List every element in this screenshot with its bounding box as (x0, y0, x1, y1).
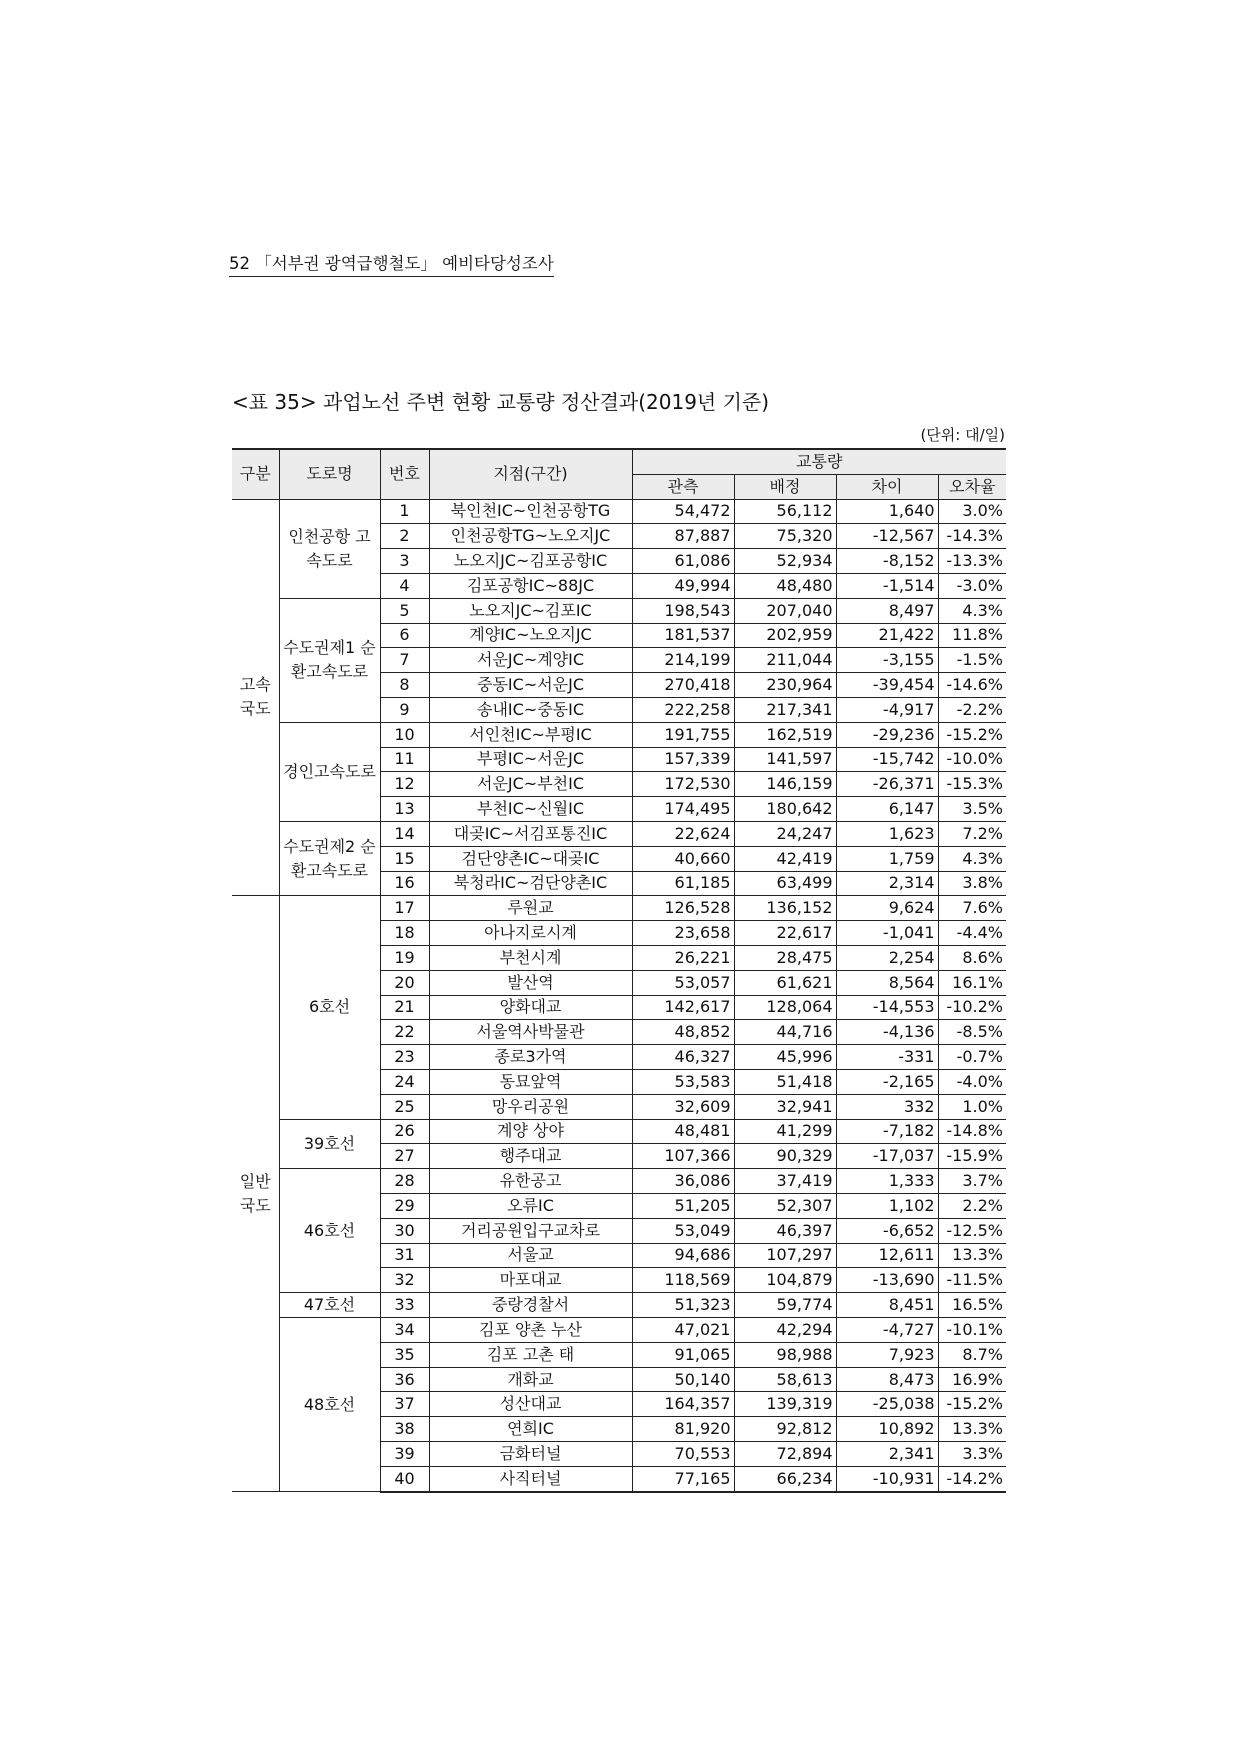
difference-cell: -4,136 (836, 1020, 938, 1045)
observed-cell: 51,205 (632, 1193, 734, 1218)
category-cell: 고속 국도 (232, 499, 279, 896)
number-cell: 36 (380, 1367, 429, 1392)
number-cell: 17 (380, 896, 429, 921)
assigned-cell: 59,774 (734, 1293, 836, 1318)
difference-cell: 8,497 (836, 598, 938, 623)
location-cell: 부천IC~신월IC (429, 797, 632, 822)
location-cell: 동묘앞역 (429, 1069, 632, 1094)
location-cell: 인천공항TG~노오지JC (429, 524, 632, 549)
difference-cell: -10,931 (836, 1466, 938, 1491)
assigned-cell: 104,879 (734, 1268, 836, 1293)
assigned-cell: 211,044 (734, 648, 836, 673)
difference-cell: -4,917 (836, 697, 938, 722)
number-cell: 23 (380, 1045, 429, 1070)
location-cell: 아나지로시계 (429, 921, 632, 946)
observed-cell: 47,021 (632, 1318, 734, 1343)
table-row (232, 1293, 1006, 1318)
number-cell: 37 (380, 1392, 429, 1417)
error-rate-cell: 2.2% (938, 1193, 1006, 1218)
observed-cell: 214,199 (632, 648, 734, 673)
road-name-cell: 수도권제2 순환고속도로 (279, 821, 380, 895)
location-cell: 양화대교 (429, 995, 632, 1020)
observed-cell: 191,755 (632, 722, 734, 747)
error-rate-cell: -14.8% (938, 1119, 1006, 1144)
table-title: <표 35> 과업노선 주변 현황 교통량 정산결과(2019년 기준) (232, 390, 770, 414)
number-cell: 27 (380, 1144, 429, 1169)
error-rate-cell: -15.2% (938, 1392, 1006, 1417)
table-row (232, 722, 1006, 747)
number-cell: 34 (380, 1318, 429, 1343)
header-number: 번호 (380, 449, 429, 499)
difference-cell: -8,152 (836, 549, 938, 574)
difference-cell: -4,727 (836, 1318, 938, 1343)
location-cell: 서운JC~계양IC (429, 648, 632, 673)
number-cell: 16 (380, 871, 429, 896)
observed-cell: 61,185 (632, 871, 734, 896)
assigned-cell: 217,341 (734, 697, 836, 722)
header-assigned: 배정 (734, 474, 836, 499)
number-cell: 8 (380, 673, 429, 698)
difference-cell: 1,333 (836, 1169, 938, 1194)
error-rate-cell: -4.0% (938, 1069, 1006, 1094)
location-cell: 연희IC (429, 1417, 632, 1442)
assigned-cell: 202,959 (734, 623, 836, 648)
number-cell: 25 (380, 1094, 429, 1119)
table-row (232, 1119, 1006, 1144)
error-rate-cell: 8.7% (938, 1342, 1006, 1367)
assigned-cell: 128,064 (734, 995, 836, 1020)
observed-cell: 164,357 (632, 1392, 734, 1417)
error-rate-cell: 8.6% (938, 945, 1006, 970)
location-cell: 행주대교 (429, 1144, 632, 1169)
observed-cell: 172,530 (632, 772, 734, 797)
number-cell: 9 (380, 697, 429, 722)
error-rate-cell: -1.5% (938, 648, 1006, 673)
error-rate-cell: -10.0% (938, 747, 1006, 772)
assigned-cell: 41,299 (734, 1119, 836, 1144)
table-body (232, 499, 1006, 1492)
number-cell: 30 (380, 1218, 429, 1243)
number-cell: 3 (380, 549, 429, 574)
location-cell: 서울교 (429, 1243, 632, 1268)
number-cell: 40 (380, 1466, 429, 1491)
header-road-name: 도로명 (279, 449, 380, 499)
location-cell: 검단양촌IC~대곶IC (429, 846, 632, 871)
assigned-cell: 45,996 (734, 1045, 836, 1070)
assigned-cell: 90,329 (734, 1144, 836, 1169)
location-cell: 노오지JC~김포공항IC (429, 549, 632, 574)
error-rate-cell: 1.0% (938, 1094, 1006, 1119)
error-rate-cell: 16.1% (938, 970, 1006, 995)
error-rate-cell: -3.0% (938, 573, 1006, 598)
error-rate-cell: 3.7% (938, 1169, 1006, 1194)
assigned-cell: 48,480 (734, 573, 836, 598)
header-location: 지점(구간) (429, 449, 632, 499)
number-cell: 12 (380, 772, 429, 797)
location-cell: 부평IC~서운JC (429, 747, 632, 772)
assigned-cell: 141,597 (734, 747, 836, 772)
observed-cell: 48,481 (632, 1119, 734, 1144)
number-cell: 26 (380, 1119, 429, 1144)
observed-cell: 61,086 (632, 549, 734, 574)
difference-cell: 21,422 (836, 623, 938, 648)
number-cell: 4 (380, 573, 429, 598)
location-cell: 루원교 (429, 896, 632, 921)
difference-cell: -15,742 (836, 747, 938, 772)
error-rate-cell: 16.9% (938, 1367, 1006, 1392)
assigned-cell: 107,297 (734, 1243, 836, 1268)
table-row (232, 1169, 1006, 1194)
assigned-cell: 72,894 (734, 1442, 836, 1467)
difference-cell: 7,923 (836, 1342, 938, 1367)
location-cell: 대곶IC~서김포통진IC (429, 821, 632, 846)
road-name-cell: 경인고속도로 (279, 722, 380, 821)
error-rate-cell: 4.3% (938, 598, 1006, 623)
difference-cell: -1,041 (836, 921, 938, 946)
observed-cell: 118,569 (632, 1268, 734, 1293)
assigned-cell: 75,320 (734, 524, 836, 549)
error-rate-cell: -12.5% (938, 1218, 1006, 1243)
assigned-cell: 42,419 (734, 846, 836, 871)
error-rate-cell: -14.6% (938, 673, 1006, 698)
difference-cell: -17,037 (836, 1144, 938, 1169)
number-cell: 20 (380, 970, 429, 995)
difference-cell: -3,155 (836, 648, 938, 673)
number-cell: 33 (380, 1293, 429, 1318)
observed-cell: 126,528 (632, 896, 734, 921)
location-cell: 김포 양촌 누산 (429, 1318, 632, 1343)
difference-cell: -39,454 (836, 673, 938, 698)
location-cell: 송내IC~중동IC (429, 697, 632, 722)
number-cell: 19 (380, 945, 429, 970)
error-rate-cell: -11.5% (938, 1268, 1006, 1293)
observed-cell: 49,994 (632, 573, 734, 598)
observed-cell: 157,339 (632, 747, 734, 772)
location-cell: 계양 상야 (429, 1119, 632, 1144)
assigned-cell: 162,519 (734, 722, 836, 747)
error-rate-cell: -0.7% (938, 1045, 1006, 1070)
location-cell: 마포대교 (429, 1268, 632, 1293)
observed-cell: 32,609 (632, 1094, 734, 1119)
location-cell: 중동IC~서운JC (429, 673, 632, 698)
error-rate-cell: -10.1% (938, 1318, 1006, 1343)
location-cell: 북인천IC~인천공항TG (429, 499, 632, 524)
table-row (232, 821, 1006, 846)
traffic-table (232, 448, 1006, 1493)
header-observed: 관측 (632, 474, 734, 499)
location-cell: 김포공항IC~88JC (429, 573, 632, 598)
location-cell: 노오지JC~김포IC (429, 598, 632, 623)
assigned-cell: 146,159 (734, 772, 836, 797)
observed-cell: 53,057 (632, 970, 734, 995)
number-cell: 13 (380, 797, 429, 822)
assigned-cell: 52,934 (734, 549, 836, 574)
table-row (232, 499, 1006, 524)
number-cell: 5 (380, 598, 429, 623)
observed-cell: 53,049 (632, 1218, 734, 1243)
location-cell: 계양IC~노오지JC (429, 623, 632, 648)
difference-cell: 1,623 (836, 821, 938, 846)
difference-cell: 8,564 (836, 970, 938, 995)
observed-cell: 36,086 (632, 1169, 734, 1194)
number-cell: 15 (380, 846, 429, 871)
location-cell: 서인천IC~부평IC (429, 722, 632, 747)
observed-cell: 54,472 (632, 499, 734, 524)
error-rate-cell: 11.8% (938, 623, 1006, 648)
location-cell: 중랑경찰서 (429, 1293, 632, 1318)
road-name-cell: 수도권제1 순환고속도로 (279, 598, 380, 722)
location-cell: 거리공원입구교차로 (429, 1218, 632, 1243)
difference-cell: -1,514 (836, 573, 938, 598)
error-rate-cell: -15.9% (938, 1144, 1006, 1169)
assigned-cell: 44,716 (734, 1020, 836, 1045)
error-rate-cell: -4.4% (938, 921, 1006, 946)
difference-cell: -12,567 (836, 524, 938, 549)
assigned-cell: 22,617 (734, 921, 836, 946)
observed-cell: 270,418 (632, 673, 734, 698)
error-rate-cell: 13.3% (938, 1243, 1006, 1268)
assigned-cell: 51,418 (734, 1069, 836, 1094)
error-rate-cell: 3.5% (938, 797, 1006, 822)
location-cell: 사직터널 (429, 1466, 632, 1491)
number-cell: 1 (380, 499, 429, 524)
location-cell: 김포 고촌 태 (429, 1342, 632, 1367)
location-cell: 오류IC (429, 1193, 632, 1218)
assigned-cell: 136,152 (734, 896, 836, 921)
road-name-cell: 47호선 (279, 1293, 380, 1318)
observed-cell: 87,887 (632, 524, 734, 549)
assigned-cell: 207,040 (734, 598, 836, 623)
error-rate-cell: 16.5% (938, 1293, 1006, 1318)
difference-cell: 10,892 (836, 1417, 938, 1442)
difference-cell: 332 (836, 1094, 938, 1119)
error-rate-cell: -14.3% (938, 524, 1006, 549)
assigned-cell: 52,307 (734, 1193, 836, 1218)
road-name-cell: 48호선 (279, 1318, 380, 1492)
assigned-cell: 37,419 (734, 1169, 836, 1194)
difference-cell: -29,236 (836, 722, 938, 747)
number-cell: 10 (380, 722, 429, 747)
number-cell: 39 (380, 1442, 429, 1467)
assigned-cell: 58,613 (734, 1367, 836, 1392)
difference-cell: 1,640 (836, 499, 938, 524)
category-cell: 일반 국도 (232, 896, 279, 1492)
location-cell: 종로3가역 (429, 1045, 632, 1070)
difference-cell: 12,611 (836, 1243, 938, 1268)
number-cell: 28 (380, 1169, 429, 1194)
error-rate-cell: -8.5% (938, 1020, 1006, 1045)
difference-cell: 9,624 (836, 896, 938, 921)
road-name-cell: 46호선 (279, 1169, 380, 1293)
assigned-cell: 139,319 (734, 1392, 836, 1417)
road-name-cell: 39호선 (279, 1119, 380, 1169)
location-cell: 망우리공원 (429, 1094, 632, 1119)
observed-cell: 181,537 (632, 623, 734, 648)
difference-cell: 6,147 (836, 797, 938, 822)
difference-cell: -14,553 (836, 995, 938, 1020)
number-cell: 38 (380, 1417, 429, 1442)
observed-cell: 53,583 (632, 1069, 734, 1094)
observed-cell: 23,658 (632, 921, 734, 946)
difference-cell: 2,254 (836, 945, 938, 970)
number-cell: 2 (380, 524, 429, 549)
road-name-cell: 6호선 (279, 896, 380, 1119)
table-row (232, 598, 1006, 623)
difference-cell: 2,341 (836, 1442, 938, 1467)
number-cell: 22 (380, 1020, 429, 1045)
observed-cell: 91,065 (632, 1342, 734, 1367)
difference-cell: -7,182 (836, 1119, 938, 1144)
observed-cell: 70,553 (632, 1442, 734, 1467)
assigned-cell: 63,499 (734, 871, 836, 896)
observed-cell: 81,920 (632, 1417, 734, 1442)
number-cell: 32 (380, 1268, 429, 1293)
unit-note: (단위: 대/일) (920, 426, 1005, 444)
error-rate-cell: 4.3% (938, 846, 1006, 871)
error-rate-cell: -2.2% (938, 697, 1006, 722)
error-rate-cell: -14.2% (938, 1466, 1006, 1491)
number-cell: 24 (380, 1069, 429, 1094)
error-rate-cell: -13.3% (938, 549, 1006, 574)
error-rate-cell: 7.6% (938, 896, 1006, 921)
assigned-cell: 28,475 (734, 945, 836, 970)
road-name-cell: 인천공항 고속도로 (279, 499, 380, 598)
number-cell: 11 (380, 747, 429, 772)
number-cell: 6 (380, 623, 429, 648)
assigned-cell: 32,941 (734, 1094, 836, 1119)
location-cell: 개화교 (429, 1367, 632, 1392)
running-header: 52 「서부권 광역급행철도」 예비타당성조사 (229, 250, 554, 277)
assigned-cell: 92,812 (734, 1417, 836, 1442)
number-cell: 31 (380, 1243, 429, 1268)
header-traffic: 교통량 (632, 449, 1006, 474)
difference-cell: 2,314 (836, 871, 938, 896)
location-cell: 부천시계 (429, 945, 632, 970)
location-cell: 발산역 (429, 970, 632, 995)
difference-cell: -331 (836, 1045, 938, 1070)
number-cell: 18 (380, 921, 429, 946)
observed-cell: 26,221 (632, 945, 734, 970)
difference-cell: -25,038 (836, 1392, 938, 1417)
error-rate-cell: 7.2% (938, 821, 1006, 846)
header-difference: 차이 (836, 474, 938, 499)
error-rate-cell: 13.3% (938, 1417, 1006, 1442)
difference-cell: 1,102 (836, 1193, 938, 1218)
number-cell: 21 (380, 995, 429, 1020)
location-cell: 금화터널 (429, 1442, 632, 1467)
assigned-cell: 61,621 (734, 970, 836, 995)
location-cell: 북청라IC~검단양촌IC (429, 871, 632, 896)
location-cell: 성산대교 (429, 1392, 632, 1417)
observed-cell: 107,366 (632, 1144, 734, 1169)
error-rate-cell: -15.2% (938, 722, 1006, 747)
number-cell: 29 (380, 1193, 429, 1218)
observed-cell: 174,495 (632, 797, 734, 822)
difference-cell: -26,371 (836, 772, 938, 797)
difference-cell: -13,690 (836, 1268, 938, 1293)
header-category: 구분 (232, 449, 279, 499)
difference-cell: 8,451 (836, 1293, 938, 1318)
assigned-cell: 56,112 (734, 499, 836, 524)
observed-cell: 22,624 (632, 821, 734, 846)
difference-cell: 1,759 (836, 846, 938, 871)
assigned-cell: 98,988 (734, 1342, 836, 1367)
number-cell: 7 (380, 648, 429, 673)
error-rate-cell: -15.3% (938, 772, 1006, 797)
table-row (232, 1318, 1006, 1343)
assigned-cell: 230,964 (734, 673, 836, 698)
error-rate-cell: 3.8% (938, 871, 1006, 896)
header-error-rate: 오차율 (938, 474, 1006, 499)
number-cell: 14 (380, 821, 429, 846)
number-cell: 35 (380, 1342, 429, 1367)
observed-cell: 142,617 (632, 995, 734, 1020)
observed-cell: 51,323 (632, 1293, 734, 1318)
table-row (232, 896, 1006, 921)
observed-cell: 198,543 (632, 598, 734, 623)
observed-cell: 77,165 (632, 1466, 734, 1491)
error-rate-cell: 3.3% (938, 1442, 1006, 1467)
location-cell: 서울역사박물관 (429, 1020, 632, 1045)
observed-cell: 46,327 (632, 1045, 734, 1070)
difference-cell: 8,473 (836, 1367, 938, 1392)
observed-cell: 94,686 (632, 1243, 734, 1268)
observed-cell: 222,258 (632, 697, 734, 722)
location-cell: 서운JC~부천IC (429, 772, 632, 797)
difference-cell: -6,652 (836, 1218, 938, 1243)
difference-cell: -2,165 (836, 1069, 938, 1094)
observed-cell: 48,852 (632, 1020, 734, 1045)
assigned-cell: 180,642 (734, 797, 836, 822)
assigned-cell: 42,294 (734, 1318, 836, 1343)
assigned-cell: 46,397 (734, 1218, 836, 1243)
error-rate-cell: 3.0% (938, 499, 1006, 524)
location-cell: 유한공고 (429, 1169, 632, 1194)
assigned-cell: 24,247 (734, 821, 836, 846)
error-rate-cell: -10.2% (938, 995, 1006, 1020)
observed-cell: 50,140 (632, 1367, 734, 1392)
header-row (232, 449, 1006, 474)
assigned-cell: 66,234 (734, 1466, 836, 1491)
observed-cell: 40,660 (632, 846, 734, 871)
